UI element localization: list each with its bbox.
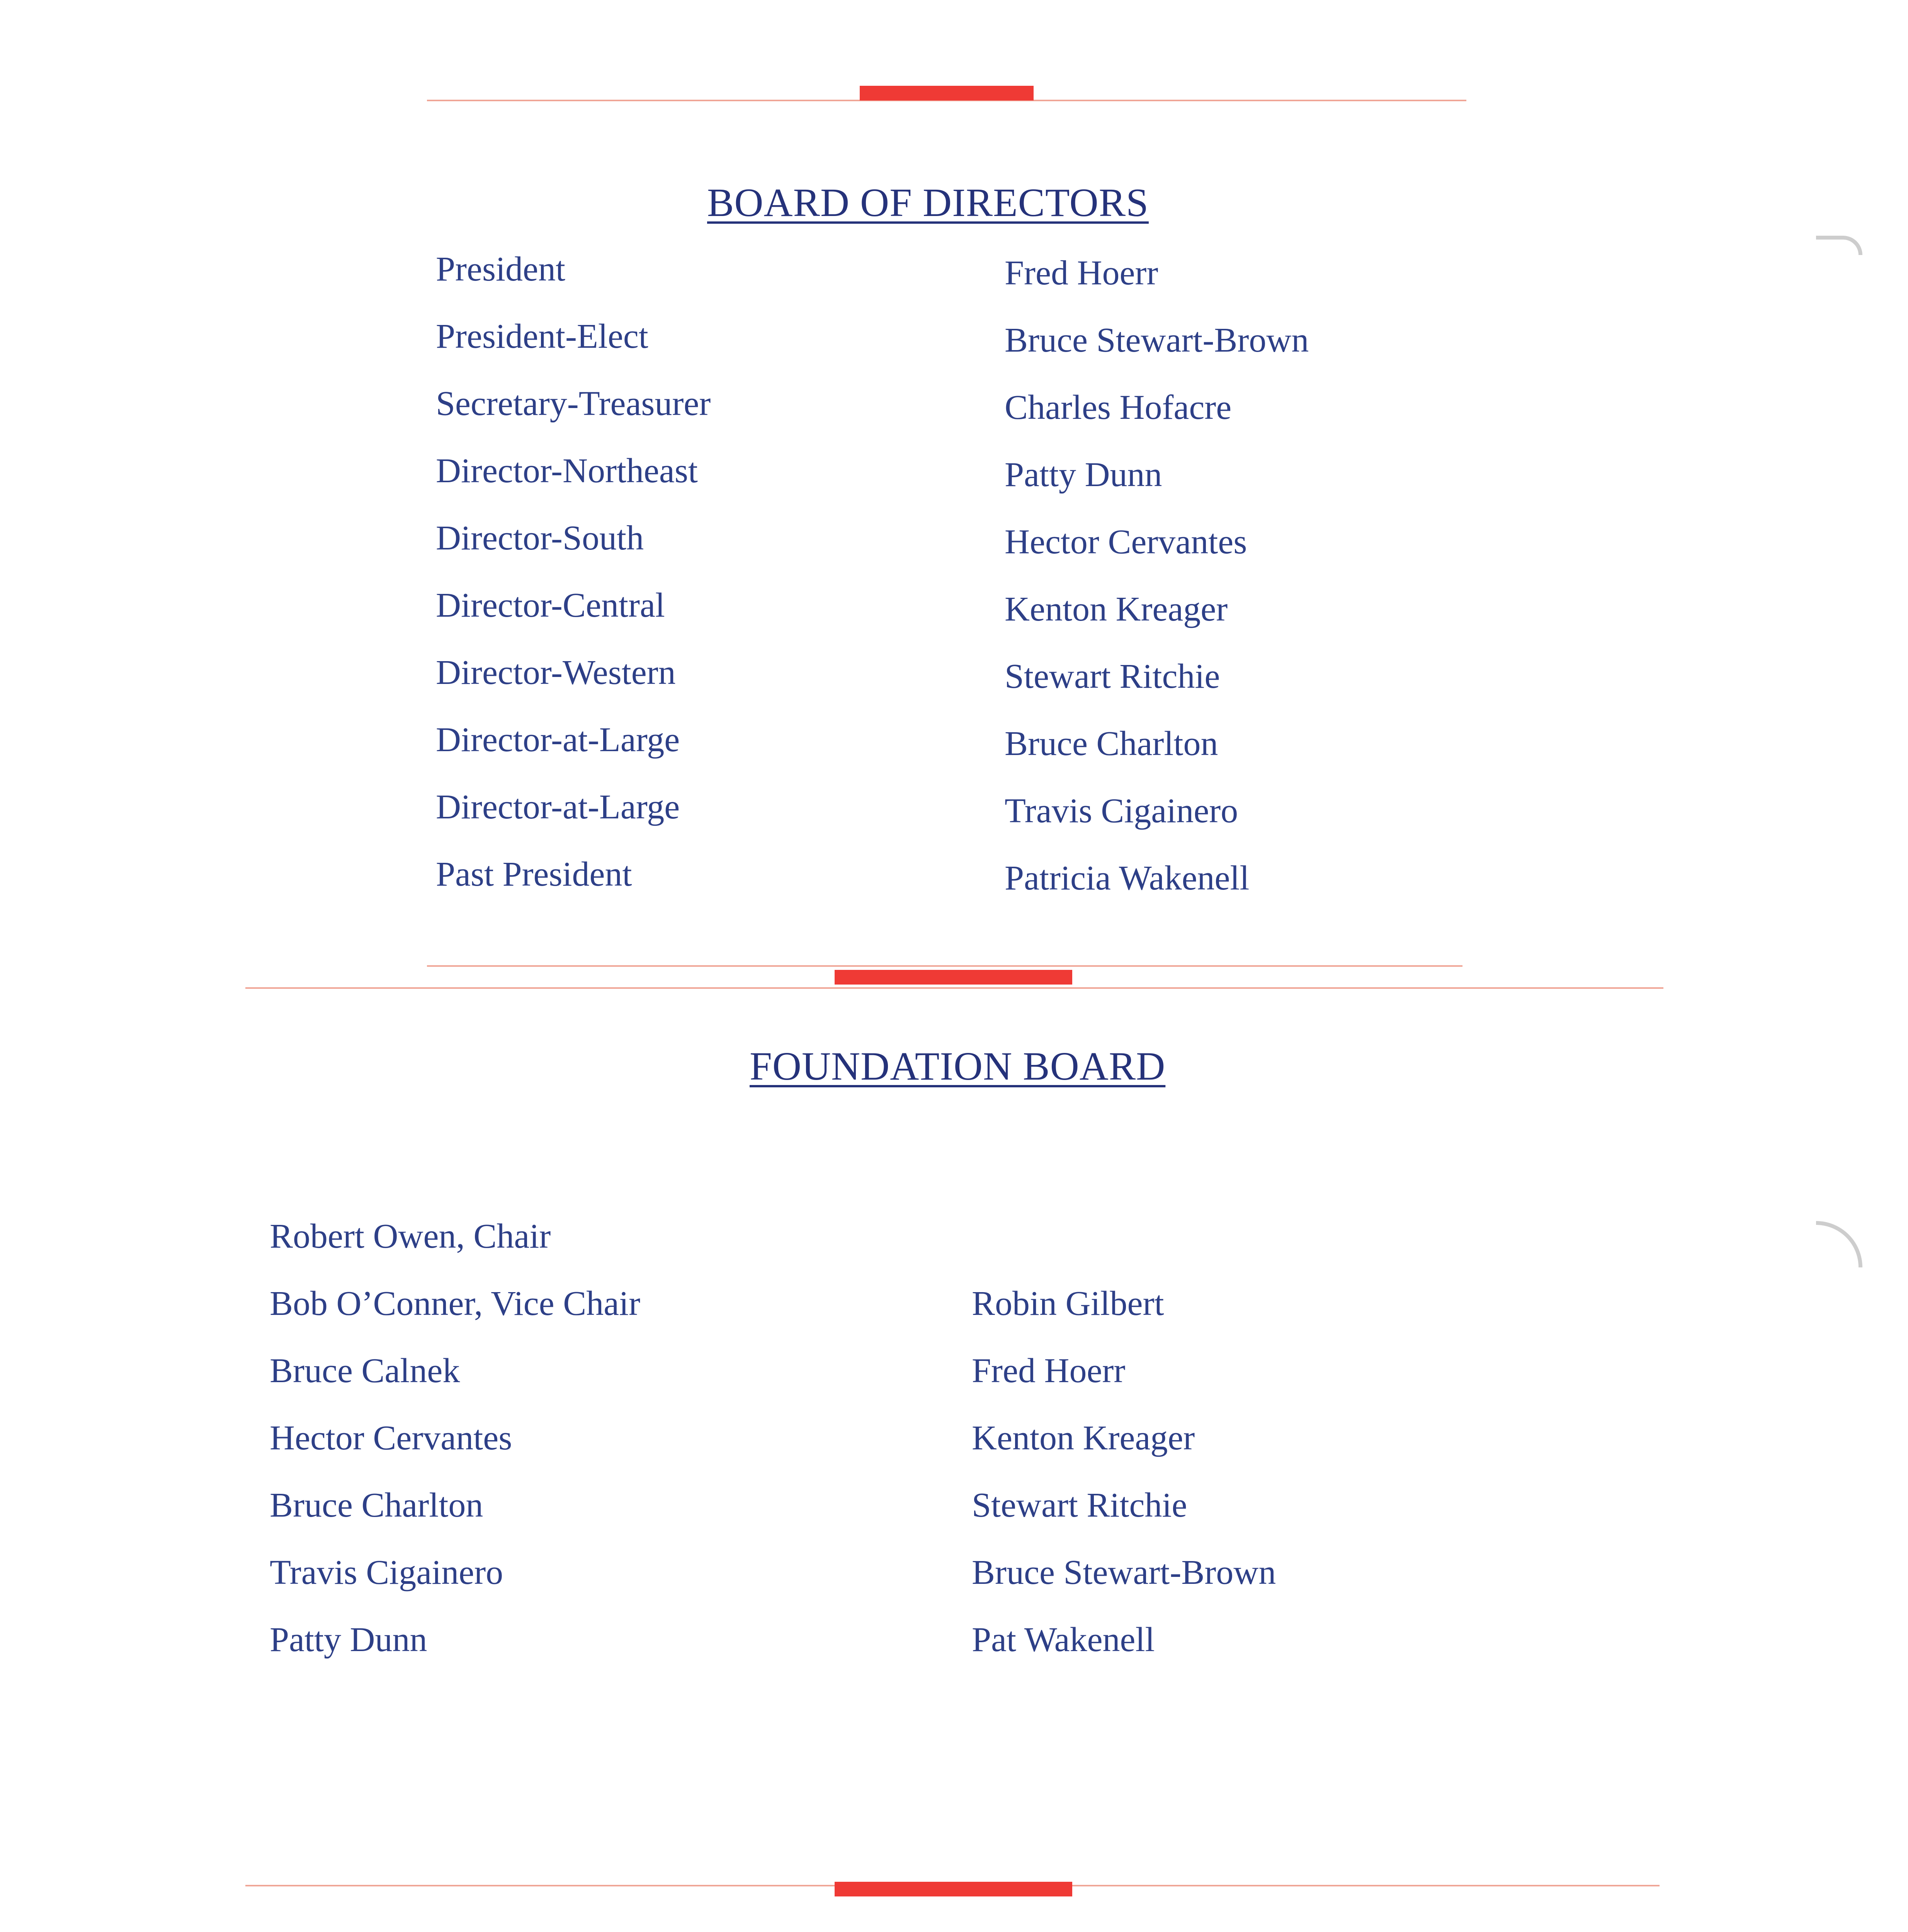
board-member-name: Kenton Kreager [1005, 590, 1228, 628]
board-member-name: Hector Cervantes [1005, 523, 1247, 561]
foundation-member: Hector Cervantes [270, 1419, 512, 1457]
punch-hole-mark [1816, 236, 1862, 255]
punch-hole-mark [1816, 1221, 1862, 1267]
middle-divider-line-lower [245, 987, 1663, 989]
board-role: President [436, 250, 565, 288]
board-role: Director-Western [436, 653, 676, 692]
board-member-name: Bruce Charlton [1005, 724, 1218, 763]
board-member-name: Bruce Stewart-Brown [1005, 321, 1309, 359]
foundation-member: Bob O’Conner, Vice Chair [270, 1284, 641, 1323]
board-role: President-Elect [436, 317, 648, 355]
foundation-member: Bruce Calnek [270, 1352, 460, 1390]
board-member-name: Travis Cigainero [1005, 792, 1238, 830]
board-role: Past President [436, 855, 632, 893]
top-divider-bar [860, 86, 1034, 100]
foundation-member: Bruce Charlton [270, 1486, 483, 1524]
board-role: Director-Northeast [436, 452, 698, 490]
foundation-member: Robin Gilbert [972, 1284, 1164, 1323]
board-role: Director-at-Large [436, 788, 680, 826]
board-role: Secretary-Treasurer [436, 384, 711, 423]
board-member-name: Charles Hofacre [1005, 388, 1232, 427]
foundation-member: Bruce Stewart-Brown [972, 1553, 1276, 1592]
board-role: Director-South [436, 519, 644, 557]
bottom-divider-bar [835, 1882, 1072, 1896]
board-member-name: Stewart Ritchie [1005, 657, 1220, 696]
foundation-member: Fred Hoerr [972, 1352, 1126, 1390]
middle-divider-line-upper [427, 965, 1462, 967]
board-member-name: Patty Dunn [1005, 456, 1162, 494]
foundation-member: Stewart Ritchie [972, 1486, 1187, 1524]
board-role: Director-Central [436, 586, 665, 624]
board-member-name: Fred Hoerr [1005, 254, 1158, 292]
foundation-board-heading: FOUNDATION BOARD [750, 1044, 1166, 1088]
foundation-member: Pat Wakenell [972, 1621, 1155, 1659]
foundation-member: Travis Cigainero [270, 1553, 503, 1592]
board-role: Director-at-Large [436, 721, 680, 759]
foundation-member: Robert Owen, Chair [270, 1217, 551, 1255]
middle-divider-bar [835, 970, 1072, 985]
board-member-name: Patricia Wakenell [1005, 859, 1250, 897]
board-of-directors-heading: BOARD OF DIRECTORS [707, 180, 1149, 225]
foundation-member: Patty Dunn [270, 1621, 427, 1659]
foundation-member: Kenton Kreager [972, 1419, 1195, 1457]
